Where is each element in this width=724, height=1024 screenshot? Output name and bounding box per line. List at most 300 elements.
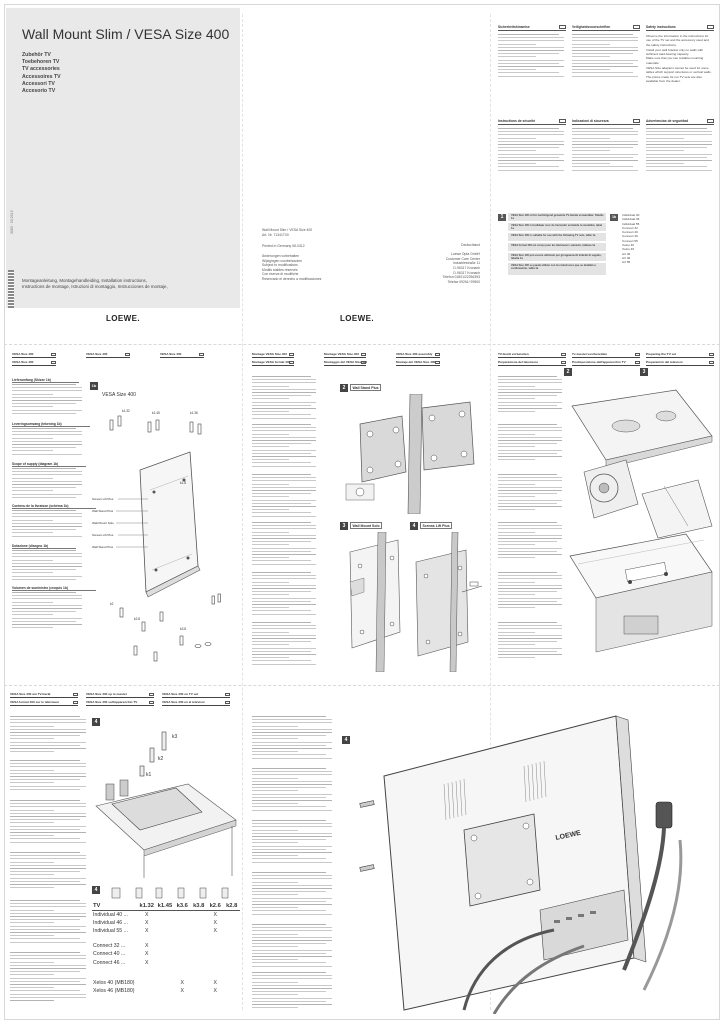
safety-header-it: Indicazioni di sicurezza xyxy=(572,118,640,125)
table-cell: X xyxy=(180,988,184,995)
prep-text-lines xyxy=(498,350,562,680)
text-line xyxy=(252,962,326,963)
mount-step-label: Wall Mount Solo xyxy=(350,522,382,529)
table-cell: X xyxy=(145,911,149,918)
text-line xyxy=(252,904,332,905)
text-line xyxy=(252,525,316,526)
text-line xyxy=(498,480,562,481)
text-line xyxy=(252,572,311,573)
text-line xyxy=(498,150,536,151)
tv-model-item: Connect 46 xyxy=(622,234,638,239)
text-line xyxy=(12,413,76,414)
text-line xyxy=(252,538,316,539)
text-line xyxy=(252,434,289,435)
table-cell xyxy=(190,910,206,918)
text-line xyxy=(572,66,638,67)
text-line xyxy=(10,813,86,814)
text-line xyxy=(12,513,82,514)
text-line xyxy=(12,468,76,469)
text-line xyxy=(12,400,82,401)
table-cell: X xyxy=(213,919,217,926)
text-line xyxy=(572,40,638,41)
text-line xyxy=(10,763,86,764)
text-line xyxy=(252,1004,332,1005)
mounting-text-lines xyxy=(252,350,316,680)
text-line xyxy=(252,934,298,935)
panel-header: VESA Size 400 assembly xyxy=(396,352,440,358)
text-line xyxy=(10,974,54,975)
text-line xyxy=(572,131,638,132)
text-line xyxy=(646,150,684,151)
text-line xyxy=(12,481,82,482)
text-line xyxy=(10,987,54,988)
panel-header: Montage VESA Size 400 xyxy=(324,352,366,358)
text-line xyxy=(572,147,633,148)
text-line xyxy=(252,758,332,759)
panel-header: Montaje del VESA Size 400 xyxy=(396,360,440,366)
cover-panel xyxy=(6,8,240,308)
text-line xyxy=(572,34,633,35)
text-line xyxy=(252,771,332,772)
table-row xyxy=(92,979,240,987)
text-line xyxy=(252,875,332,876)
text-line xyxy=(252,551,311,552)
text-line xyxy=(572,60,638,61)
text-line xyxy=(252,719,332,720)
text-line xyxy=(12,618,82,619)
text-line xyxy=(498,582,535,583)
panel-header: VESA Size 400 xyxy=(86,352,130,358)
text-line xyxy=(498,430,562,431)
text-line xyxy=(12,450,53,451)
safety-header-en: Safety instructions xyxy=(646,24,714,31)
address-line: D-96317 Kronach xyxy=(453,265,480,270)
fold-line-v1 xyxy=(242,14,243,1010)
table-row-label: Xelos 46 (MB180) xyxy=(93,988,135,995)
scope-section-title: Leveringsomvang (tekening 1b) xyxy=(12,422,62,426)
text-line xyxy=(252,950,332,951)
text-line xyxy=(12,434,82,435)
table-cell xyxy=(223,919,240,927)
address-line: Industriestraße 11 xyxy=(452,261,480,266)
dim-label: k1.8 xyxy=(180,481,187,485)
text-line xyxy=(252,784,332,785)
text-line xyxy=(252,810,332,811)
text-line xyxy=(252,493,311,494)
callout-label: Wall Mount Solo xyxy=(92,521,114,525)
tv-back-step-number: 4 xyxy=(342,736,350,744)
text-line xyxy=(252,548,316,549)
callout-label: Screws Lift Plus xyxy=(92,533,114,537)
table-cell: X xyxy=(145,951,149,958)
text-line xyxy=(252,982,298,983)
text-line xyxy=(252,500,316,501)
text-line xyxy=(252,651,311,652)
text-line xyxy=(498,131,564,132)
screw-table xyxy=(92,902,240,996)
product-line: Wall Mount Slim / VESA Size 400 xyxy=(262,228,313,232)
text-line xyxy=(252,607,289,608)
text-line xyxy=(498,509,535,510)
text-line xyxy=(498,443,557,444)
text-line xyxy=(252,862,332,863)
text-line xyxy=(12,611,76,612)
overview-row: VESA format 400 est conçu pour les téléviseurs suivants, tableau 1a xyxy=(508,243,606,251)
screw-label: k3 xyxy=(172,734,178,740)
table-cell xyxy=(190,942,206,950)
barcode xyxy=(8,270,14,308)
text-line xyxy=(252,648,316,649)
panel-header: VESA Size 400 xyxy=(12,352,56,358)
text-line xyxy=(10,810,54,811)
text-line xyxy=(498,446,535,447)
text-line xyxy=(12,624,82,625)
text-line xyxy=(12,447,76,448)
tv-model-item: Connect 55 xyxy=(622,238,638,243)
text-line xyxy=(498,398,535,399)
table-header-cell: k2.6 xyxy=(207,902,223,910)
safety-line: VESA Size adapters cannot be used for some tables which support structures or vertical walls. xyxy=(646,66,712,75)
text-line xyxy=(498,625,562,626)
tv-model-item: Connect 40 xyxy=(622,230,638,235)
text-line xyxy=(252,379,316,380)
text-line xyxy=(498,456,562,457)
text-line xyxy=(252,930,332,931)
overview-row: VESA Size 400 può essere utilizzato per gli apparecchi indicati di seguito, tabella 1a xyxy=(508,253,606,261)
changes-line: Wijzigingen voorbehouden xyxy=(262,258,302,263)
text-line xyxy=(498,585,562,586)
text-line xyxy=(498,654,562,655)
text-line xyxy=(252,800,332,801)
text-line xyxy=(252,446,289,447)
text-line xyxy=(572,166,633,167)
text-line xyxy=(12,563,82,564)
text-line xyxy=(498,411,535,412)
text-line xyxy=(252,598,316,599)
text-line xyxy=(498,34,559,35)
safety-text-it xyxy=(572,128,638,188)
cover-model-list xyxy=(22,52,61,95)
text-line xyxy=(252,604,316,605)
table-cell xyxy=(190,950,206,958)
text-line xyxy=(498,170,564,171)
overview-step-number: 1 xyxy=(498,214,506,221)
text-line xyxy=(252,427,316,428)
text-line xyxy=(498,644,535,645)
text-line xyxy=(10,770,54,771)
text-line xyxy=(252,376,311,377)
text-line xyxy=(12,532,53,533)
text-line xyxy=(10,789,80,790)
text-line xyxy=(572,160,638,161)
text-line xyxy=(252,453,311,454)
text-line xyxy=(252,885,332,886)
text-line xyxy=(252,575,316,576)
text-line xyxy=(252,975,332,976)
text-line xyxy=(498,376,557,377)
table-cell xyxy=(174,942,190,950)
table-header-cell: k2.8 xyxy=(223,902,240,910)
wall-mount-solo-diagram xyxy=(340,532,408,672)
text-line xyxy=(252,738,298,739)
text-line xyxy=(10,738,54,739)
text-line xyxy=(10,760,80,761)
text-line xyxy=(10,962,54,963)
text-line xyxy=(252,386,289,387)
text-line xyxy=(12,614,53,615)
text-line xyxy=(572,141,638,142)
address-line: Deutschland xyxy=(461,243,480,247)
text-line xyxy=(498,450,562,451)
text-line xyxy=(498,134,564,135)
text-line xyxy=(10,1000,54,1001)
text-line xyxy=(10,766,86,767)
tv-model-item: Individual 55 xyxy=(622,221,640,226)
text-line xyxy=(10,968,86,969)
screw-label: k1 xyxy=(146,772,152,778)
mounting-panel xyxy=(250,350,488,680)
text-line xyxy=(252,726,298,727)
tv-back-panel xyxy=(340,690,718,1016)
table-row-label: Connect 32 ... xyxy=(93,942,126,949)
text-line xyxy=(252,959,298,960)
text-line xyxy=(498,638,562,639)
text-line xyxy=(10,735,80,736)
text-line xyxy=(498,144,564,145)
text-line xyxy=(252,402,316,403)
mount-step-label: Wall Stand Plus xyxy=(350,384,381,391)
text-line xyxy=(252,440,316,441)
text-line xyxy=(646,134,712,135)
text-line xyxy=(252,532,289,533)
table-row-label: Xelos 40 (MB180) xyxy=(93,979,135,986)
text-line xyxy=(498,575,562,576)
table-header xyxy=(92,902,240,910)
table-row xyxy=(92,910,240,918)
text-line xyxy=(252,953,326,954)
text-line xyxy=(498,69,536,70)
tv-model-item: Individual 46 xyxy=(622,217,640,222)
text-line xyxy=(252,654,316,655)
table-cell xyxy=(223,987,240,995)
text-line xyxy=(12,556,82,557)
scope-section-title: Contenu de la livraison (schéma 1b) xyxy=(12,504,69,508)
text-line xyxy=(498,588,562,589)
text-line xyxy=(10,751,54,752)
text-line xyxy=(10,955,86,956)
text-line xyxy=(252,496,289,497)
text-line xyxy=(252,842,298,843)
text-line xyxy=(646,157,707,158)
table-cell xyxy=(190,927,206,935)
prep-step-number: 2 xyxy=(564,368,572,376)
text-line xyxy=(252,585,316,586)
text-line xyxy=(12,494,82,495)
table-cell xyxy=(223,927,240,935)
text-line xyxy=(498,389,562,390)
text-line xyxy=(12,431,82,432)
text-line xyxy=(498,440,562,441)
dim-label: k1.32 xyxy=(122,409,130,413)
text-line xyxy=(572,138,610,139)
text-line xyxy=(646,147,707,148)
text-line xyxy=(252,927,332,928)
text-line xyxy=(498,544,535,545)
text-line xyxy=(10,803,86,804)
table-row xyxy=(92,958,240,966)
text-line xyxy=(646,128,707,129)
text-line xyxy=(252,774,332,775)
footer-line: Montageanleitung, Montagehandleiding, Installation instructions, xyxy=(22,278,147,283)
text-line xyxy=(10,965,86,966)
panel-header: VESA Size 400 xyxy=(12,360,56,366)
text-line xyxy=(12,510,76,511)
overview-step-number: 1b xyxy=(611,215,617,219)
text-line xyxy=(252,888,332,889)
table-row xyxy=(92,942,240,950)
changes-line: Con riserva di modifiche xyxy=(262,272,299,277)
text-line xyxy=(572,56,610,57)
text-line xyxy=(252,382,316,383)
text-line xyxy=(252,398,289,399)
text-line xyxy=(498,496,535,497)
text-line xyxy=(252,450,316,451)
text-line xyxy=(10,842,86,843)
overview-row: VESA Size 400 ist für nachfolgend genannte TV-Geräte verwendbar. Tabelle 1a xyxy=(508,213,606,221)
text-line xyxy=(252,437,316,438)
panel-header: VESA format 400 sur le téléviseur xyxy=(10,700,78,706)
table-cell: X xyxy=(145,919,149,926)
text-line xyxy=(572,63,633,64)
back-cover-panel xyxy=(250,8,488,338)
text-line xyxy=(12,403,76,404)
text-line xyxy=(252,898,332,899)
text-line xyxy=(10,952,80,953)
text-line xyxy=(498,44,536,45)
table-cell xyxy=(174,919,190,927)
safety-line: Observe the information in the instructions for use of the TV set and the accessory used and the safety instructions. xyxy=(646,34,709,47)
text-line xyxy=(252,544,289,545)
panel-header: Predisposizione dell'apparecchio TV xyxy=(572,360,640,366)
tv-model-item: Xelos 46 xyxy=(622,247,635,252)
safety-text-de xyxy=(498,34,564,94)
text-line xyxy=(252,459,289,460)
table-cell xyxy=(223,979,240,987)
text-line xyxy=(12,394,53,395)
text-line xyxy=(10,742,86,743)
text-line xyxy=(10,782,54,783)
text-line xyxy=(12,598,82,599)
safety-text-en xyxy=(646,34,714,83)
text-line xyxy=(10,819,80,820)
text-line xyxy=(252,946,298,947)
text-line xyxy=(12,444,82,445)
table-header-cell: k3.8 xyxy=(190,902,206,910)
text-line xyxy=(252,1007,298,1008)
text-line xyxy=(12,406,53,407)
text-line xyxy=(252,411,289,412)
table-header-cell: k1.32 xyxy=(139,902,154,909)
callout-label: Wall Stand Plus xyxy=(92,509,114,513)
text-line xyxy=(498,408,562,409)
tv-prep-diagram xyxy=(566,376,716,676)
text-line xyxy=(12,390,82,391)
safety-header-nl: Veiligheidsvoorschriften xyxy=(572,24,640,31)
text-line xyxy=(572,76,638,77)
tv-back-diagram xyxy=(344,710,716,1014)
text-line xyxy=(252,833,332,834)
text-line xyxy=(498,500,562,501)
text-line xyxy=(12,595,82,596)
text-line xyxy=(10,919,80,920)
text-line xyxy=(10,829,80,830)
cover-footer xyxy=(22,278,168,291)
text-line xyxy=(10,900,80,901)
text-line xyxy=(10,800,80,801)
text-line xyxy=(10,910,54,911)
text-line xyxy=(252,503,311,504)
changes-line: Änderungen vorbehalten xyxy=(262,254,300,258)
text-line xyxy=(10,978,86,979)
table-header-cell: k1.45 xyxy=(157,902,173,909)
text-line xyxy=(498,474,557,475)
screw-label: k2 xyxy=(158,756,164,762)
text-line xyxy=(10,835,54,836)
panel-header: VESA Size 400 op tv-toestel xyxy=(86,692,154,698)
text-line xyxy=(498,506,562,507)
text-line xyxy=(498,47,564,48)
text-line xyxy=(12,621,76,622)
dim-label: k1.36 xyxy=(190,411,198,415)
text-line xyxy=(10,922,54,923)
text-line xyxy=(498,635,562,636)
text-line xyxy=(10,997,86,998)
text-line xyxy=(252,806,326,807)
text-line xyxy=(252,985,332,986)
text-line xyxy=(252,972,326,973)
address-line: Customer Care Center xyxy=(445,256,480,261)
tv-model-item: Art 40 xyxy=(622,251,631,256)
table-cell xyxy=(174,927,190,935)
text-line xyxy=(646,163,684,164)
text-line xyxy=(498,554,562,555)
overview-row: VESA Size 400 is suitable for use with the following TV sets, table 1a xyxy=(508,233,606,241)
text-line xyxy=(498,532,535,533)
assembly-text-lines xyxy=(10,690,86,1016)
text-line xyxy=(10,722,86,723)
panel-header: Preparazione del televisore xyxy=(498,360,566,366)
safety-line: Make sure that you use suitable mounting materials. xyxy=(646,56,704,65)
table-cell: X xyxy=(145,959,149,966)
text-line xyxy=(252,872,326,873)
table-cell xyxy=(190,919,206,927)
text-line xyxy=(252,418,316,419)
text-line xyxy=(252,430,316,431)
text-line xyxy=(252,641,311,642)
text-line xyxy=(12,484,82,485)
text-line xyxy=(252,512,311,513)
fold-line-2 xyxy=(4,685,720,686)
text-line xyxy=(572,157,633,158)
text-line xyxy=(10,776,86,777)
text-line xyxy=(10,942,86,943)
text-line xyxy=(572,37,638,38)
text-line xyxy=(498,622,557,623)
safety-line: Install your wall bracket only on walls with sufficient load-bearing capacity. xyxy=(646,47,704,57)
text-line xyxy=(12,497,76,498)
text-line xyxy=(252,988,332,989)
panel-header: VESA Size 400 sull'apparecchio TV xyxy=(86,700,154,706)
